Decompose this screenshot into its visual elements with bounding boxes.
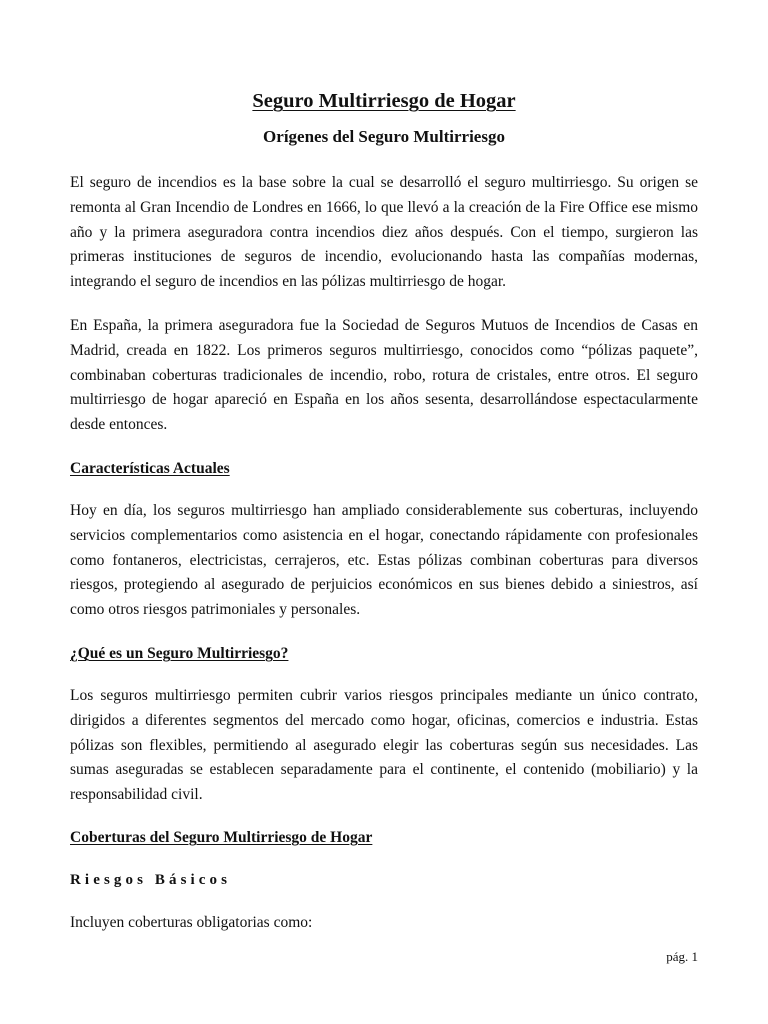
heading-current-features: Características Actuales (70, 460, 230, 477)
subheading-basic-risks: Riesgos Básicos (70, 872, 232, 888)
paragraph-origins-spain: En España, la primera aseguradora fue la Sociedad de Seguros Mutuos de Incendios de Casas en Madrid, creada en 1822. Los primeros seguros multirriesgo, conocidos como “pólizas paquete”, combinaban coberturas tradicionales de incendio, robo, rotura de cristales, entre otros. El seguro multirriesgo de hogar apareció en España en los años sesenta, desarrollándose espectacularmente desde entonces. (70, 317, 698, 434)
heading-what-is-multirisk: ¿Qué es un Seguro Multirriesgo? (70, 645, 289, 662)
heading-coverages: Coberturas del Seguro Multirriesgo de Hogar (70, 829, 373, 846)
paragraph-mandatory-coverages: Incluyen coberturas obligatorias como: (70, 914, 313, 931)
paragraph-current-features: Hoy en día, los seguros multirriesgo han ampliado considerablemente sus coberturas, incluyendo servicios complementarios como asistencia en el hogar, conectando rápidamente con profesionales como fontaneros, electricistas, cerrajeros, etc. Estas pólizas combinan coberturas para diversos riesgos, protegiendo al asegurado de perjuicios económicos en sus bienes debido a siniestros, así como otros riesgos patrimoniales y personales. (70, 502, 698, 619)
paragraph-what-is-multirisk: Los seguros multirriesgo permiten cubrir varios riesgos principales mediante un único contrato, dirigidos a diferentes segmentos del mercado como hogar, oficinas, comercios e industria. Estas pólizas son flexibles, permitiendo al asegurado elegir las coberturas según sus necesidades. Las sumas aseguradas se establecen separadamente para el continente, el contenido (mobiliario) y la responsabilidad civil. (70, 687, 698, 804)
paragraph-origins-fire-insurance: El seguro de incendios es la base sobre la cual se desarrolló el seguro multirriesgo. Su origen se remonta al Gran Incendio de Londres en 1666, lo que llevó a la creación de la Fire Office ese mismo año y la primera aseguradora contra incendios diez años después. Con el tiempo, surgieron las primeras instituciones de seguros de incendio, evolucionando hasta las compañías modernas, integrando el seguro de incendios en las pólizas multirriesgo de hogar. (70, 174, 698, 291)
document-subtitle: Orígenes del Seguro Multirriesgo (263, 127, 505, 146)
page-number: pág. 1 (666, 949, 698, 964)
document-title: Seguro Multirriesgo de Hogar (252, 90, 516, 112)
